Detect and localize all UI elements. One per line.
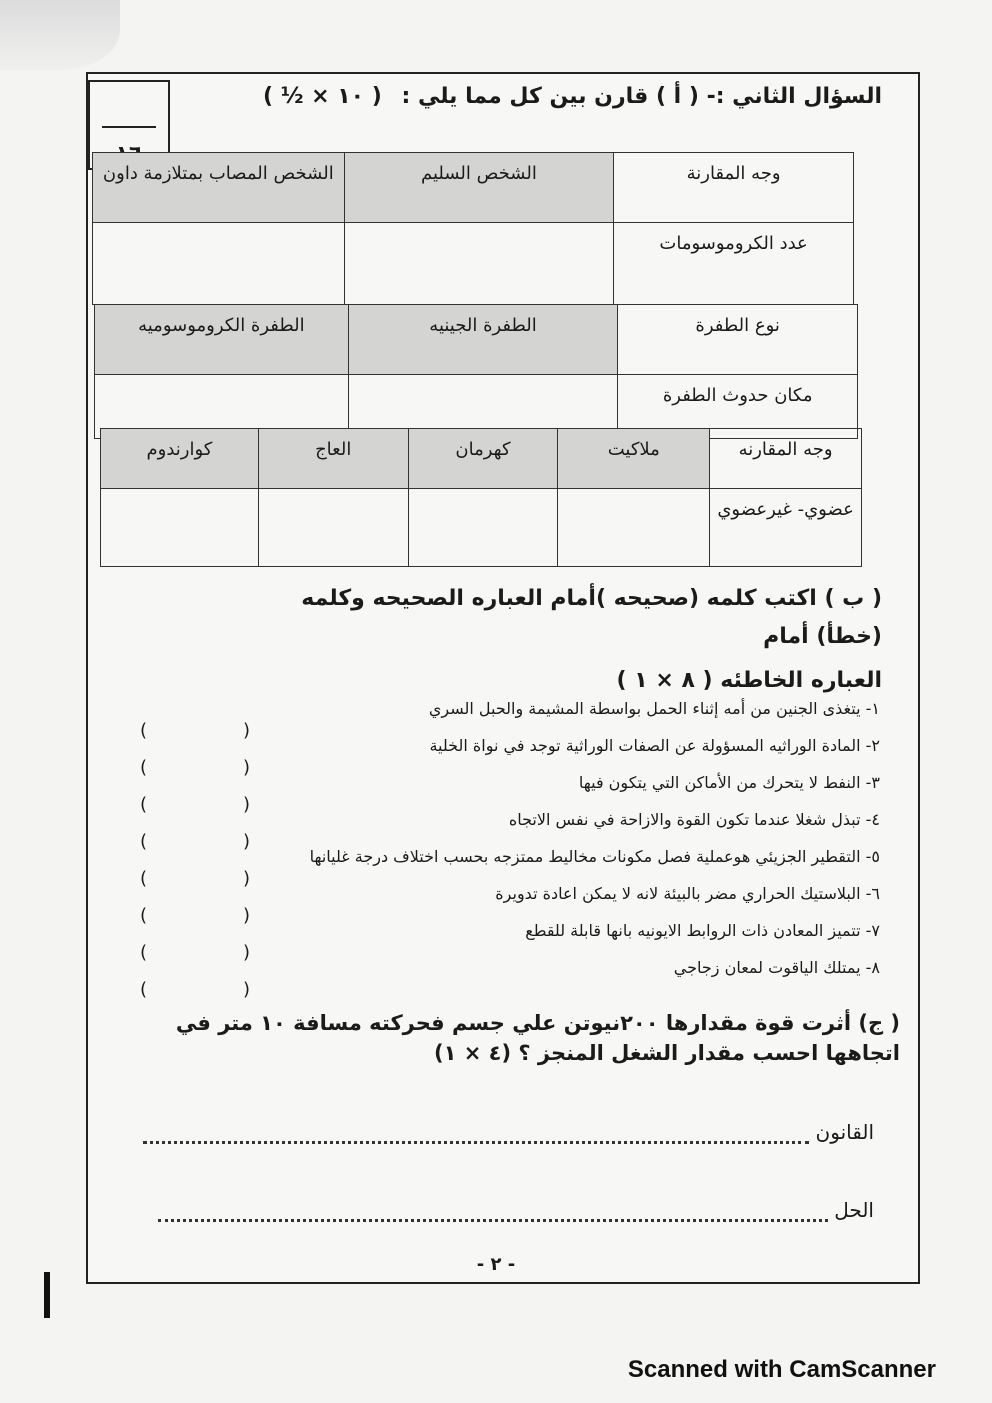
solution-label: الحل bbox=[834, 1198, 874, 1222]
solution-answer-line bbox=[158, 1198, 874, 1222]
answer-parentheses[interactable]: ( ) bbox=[140, 979, 250, 1000]
list-item bbox=[140, 731, 880, 778]
table-header-cell: وجه المقارنة bbox=[614, 153, 854, 223]
answer-cell[interactable] bbox=[258, 489, 408, 567]
answer-parentheses[interactable]: ( ) bbox=[140, 831, 250, 852]
answer-cell[interactable] bbox=[558, 489, 710, 567]
answer-cell[interactable] bbox=[408, 489, 558, 567]
statement-text: ١- يتغذى الجنين من أمه إثناء الحمل بواسطة المشيمة والحبل السري bbox=[428, 699, 880, 718]
table-header-cell: الشخص المصاب بمتلازمة داون bbox=[93, 153, 345, 223]
law-dotted-line[interactable] bbox=[143, 1123, 809, 1144]
comparison-table-down-syndrome bbox=[92, 152, 854, 305]
section-c-question: ( ج) أثرت قوة مقدارها ٢٠٠نيوتن علي جسم فحركته مسافة ١٠ متر في اتجاهها احسب مقدار الشغل المنجز ؟ (٤ × ١) bbox=[175, 1011, 900, 1065]
list-item bbox=[140, 805, 880, 852]
table-header-cell: الطفرة الكروموسوميه bbox=[95, 305, 349, 375]
answer-parentheses[interactable]: ( ) bbox=[140, 905, 250, 926]
table-header-cell: ملاكيت bbox=[558, 429, 710, 489]
table-row-label: عضوي- غيرعضوي bbox=[710, 489, 862, 567]
comparison-table-minerals bbox=[100, 428, 862, 567]
page-number: - ٢ - bbox=[476, 1254, 516, 1275]
section-b-line-2: العباره الخاطئه ( ٨ × ١ ) bbox=[616, 668, 882, 693]
statement-text: ٥- التقطير الجزيئي هوعملية فصل مكونات مخاليط ممتزجه بحسب اختلاف درجة غليانها bbox=[309, 847, 880, 866]
answer-parentheses[interactable]: ( ) bbox=[140, 757, 250, 778]
statement-text: ٧- تتميز المعادن ذات الروابط الايونيه بانها قابلة للقطع bbox=[525, 921, 880, 940]
statement-text: ٨- يمتلك الياقوت لمعان زجاجي bbox=[673, 958, 880, 977]
statement-text: ٢- المادة الوراثيه المسؤولة عن الصفات الوراثية توجد في نواة الخلية bbox=[429, 736, 880, 755]
table-header-cell: العاج bbox=[258, 429, 408, 489]
list-item bbox=[140, 953, 880, 1000]
answer-parentheses[interactable]: ( ) bbox=[140, 942, 250, 963]
question-title bbox=[263, 84, 882, 109]
answer-cell[interactable] bbox=[101, 489, 259, 567]
statement-list bbox=[140, 694, 880, 1000]
answer-cell[interactable] bbox=[344, 223, 614, 305]
law-label: القانون bbox=[815, 1120, 874, 1144]
list-item bbox=[140, 768, 880, 815]
answer-parentheses[interactable]: ( ) bbox=[140, 868, 250, 889]
table-header-cell: كهرمان bbox=[408, 429, 558, 489]
list-item bbox=[140, 842, 880, 889]
list-item bbox=[140, 916, 880, 963]
table-row-label: عدد الكروموسومات bbox=[614, 223, 854, 305]
question-marks: ( ١٠ × ½ ) bbox=[262, 84, 382, 109]
scan-edge-mark bbox=[44, 1272, 50, 1318]
comparison-table-mutations bbox=[94, 304, 858, 439]
question-title-text: السؤال الثاني :- ( أ ) قارن بين كل مما يلي : bbox=[401, 84, 882, 109]
solution-dotted-line[interactable] bbox=[158, 1201, 828, 1222]
section-b-line-1: ( ب ) اكتب كلمه (صحيحه )أمام العباره الصحيحه وكلمه (خطأ) أمام bbox=[301, 586, 882, 649]
page-curl-shadow bbox=[0, 0, 120, 70]
answer-parentheses[interactable]: ( ) bbox=[140, 720, 250, 741]
table-header-cell: كوارندوم bbox=[101, 429, 259, 489]
list-item bbox=[140, 694, 880, 741]
answer-cell[interactable] bbox=[93, 223, 345, 305]
table-header-cell: وجه المقارنه bbox=[710, 429, 862, 489]
score-fraction-line bbox=[102, 126, 156, 128]
list-item bbox=[140, 879, 880, 926]
answer-parentheses[interactable]: ( ) bbox=[140, 794, 250, 815]
section-b-instruction bbox=[262, 580, 882, 700]
table-row-label: نوع الطفرة bbox=[618, 305, 858, 375]
statement-text: ٤- تبذل شغلا عندما تكون القوة والازاحة في نفس الاتجاه bbox=[508, 810, 880, 829]
table-header-cell: الطفرة الجينيه bbox=[348, 305, 618, 375]
statement-text: ٦- البلاستيك الحراري مضر بالبيئة لانه لا يمكن اعادة تدويرة bbox=[495, 884, 880, 903]
law-answer-line bbox=[143, 1120, 874, 1144]
table-row-label: مكان حدوث الطفرة bbox=[618, 375, 858, 439]
camscanner-watermark: Scanned with CamScanner bbox=[627, 1356, 936, 1383]
table-header-cell: الشخص السليم bbox=[344, 153, 614, 223]
statement-text: ٣- النفط لا يتحرك من الأماكن التي يتكون فيها bbox=[578, 773, 880, 792]
